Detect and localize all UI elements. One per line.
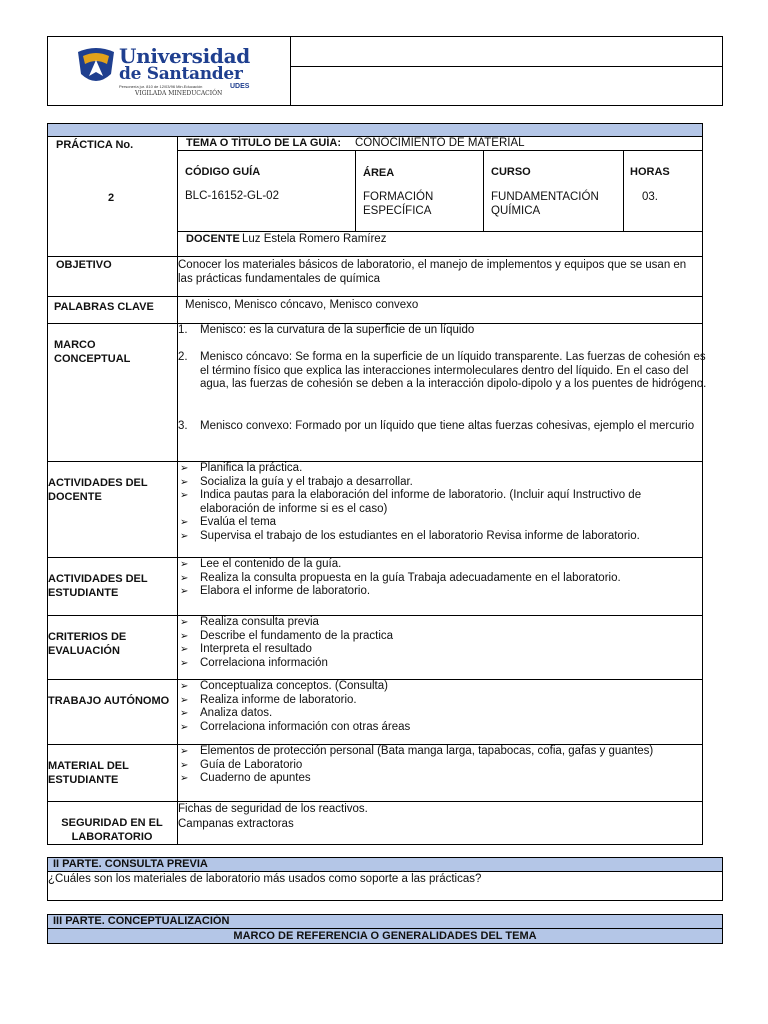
act-docente-list	[178, 462, 692, 543]
trabajo-text-cell	[177, 679, 703, 745]
list-item: ➢ Elementos de protección personal (Bata manga larga, tapabocas, cofia, gafas y guantes)	[178, 745, 692, 759]
codigo-label: CÓDIGO GUÍA	[185, 166, 261, 178]
criterios-label-cell	[47, 615, 178, 680]
act-docente-label: ACTIVIDADES DEL DOCENTE	[48, 477, 148, 503]
list-item: ➢ Realiza la consulta propuesta en la guía Trabaja adecuadamente en el laboratorio.	[178, 572, 692, 586]
marco-item-number: 3.	[178, 420, 188, 432]
tema-cell	[177, 136, 703, 151]
area-label: ÁREA	[363, 167, 395, 179]
objetivo-label: OBJETIVO	[56, 259, 112, 271]
curso-label: CURSO	[491, 166, 531, 178]
list-item: ➢ Describe el fundamento de la practica	[178, 630, 692, 644]
tema-label: TEMA O TÍTULO DE LA GUÍA:	[186, 137, 342, 149]
parte2-question-cell	[47, 871, 723, 901]
header-divider-h	[290, 66, 723, 67]
marco-item	[178, 351, 712, 392]
trabajo-label-cell	[47, 679, 178, 745]
material-label-cell	[47, 744, 178, 802]
practica-cell	[47, 136, 178, 257]
practica-label: PRÁCTICA No.	[56, 139, 134, 151]
area-cell	[355, 150, 484, 232]
horas-value: 03.	[642, 191, 658, 203]
curso-cell	[483, 150, 624, 232]
marco-item-text: Menisco convexo: Formado por un líquido que tiene altas fuerzas cohesivas, ejemplo el mercurio	[200, 420, 695, 432]
parte2-title: II PARTE. CONSULTA PREVIA	[53, 858, 208, 870]
marco-item-text: Menisco cóncavo: Se forma en la superficie de un líquido transparente. Las fuerzas de cohesión es el término físico que explica las interacciones intermoleculares dentro del líquido. En el caso del agua, las fuerzas de cohesión se deben a la interacción dipolo-dipolo y a los puentes de hidrógeno.	[200, 351, 707, 390]
codigo-cell	[177, 150, 356, 232]
parte3-title-bar	[47, 914, 723, 929]
practica-value: 2	[108, 192, 115, 204]
list-item: ➢ Realiza informe de laboratorio.	[178, 694, 692, 708]
trabajo-list	[178, 680, 692, 734]
list-item: ➢ Socializa la guía y el trabajo a desarrollar.	[178, 476, 692, 490]
docente-cell	[177, 231, 703, 257]
codigo-value: BLC-16152-GL-02	[185, 190, 279, 202]
objetivo-text: Conocer los materiales básicos de laboratorio, el manejo de implementos y equipos que se usan en las prácticas fundamentales de química	[178, 259, 687, 285]
top-blue-bar	[47, 123, 703, 137]
parte2-title-bar	[47, 857, 723, 872]
eagle-shield-icon	[75, 44, 117, 90]
docente-label: DOCENTE	[186, 233, 240, 245]
marco-label: MARCO CONCEPTUAL	[54, 339, 131, 365]
marco-item	[178, 324, 712, 338]
logo-caption: VIGILADA MINEDUCACIÓN	[135, 90, 223, 97]
criterios-label: CRITERIOS DE EVALUACIÓN	[48, 631, 127, 657]
material-text-cell	[177, 744, 703, 802]
parte3-title: III PARTE. CONCEPTUALIZACIÓN	[53, 915, 230, 927]
docente-value: Luz Estela Romero Ramírez	[242, 233, 387, 245]
palabras-text-cell	[177, 296, 703, 324]
list-item: ➢ Conceptualiza conceptos. (Consulta)	[178, 680, 692, 694]
act-docente-label-cell	[47, 461, 178, 558]
parte2-question: ¿Cuáles son los materiales de laboratorio más usados como soporte a las prácticas?	[48, 873, 482, 885]
act-estudiante-list	[178, 558, 692, 599]
curso-value: FUNDAMENTACIÓN QUÍMICA	[491, 191, 599, 217]
criterios-list	[178, 616, 692, 670]
marco-item	[178, 420, 712, 434]
list-item: ➢ Evalúa el tema	[178, 516, 692, 530]
list-item: ➢ Lee el contenido de la guía.	[178, 558, 692, 572]
material-label: MATERIAL DEL ESTUDIANTE	[48, 760, 129, 786]
seguridad-line: Fichas de seguridad de los reactivos.	[178, 803, 368, 815]
act-estudiante-text-cell	[177, 557, 703, 616]
marco-label-cell	[47, 323, 178, 462]
act-estudiante-label-cell	[47, 557, 178, 616]
list-item: ➢ Interpreta el resultado	[178, 643, 692, 657]
logo-small-text: Personería jur. 810 de 12/03/96 Min.Educación	[119, 84, 203, 89]
list-item: ➢ Guía de Laboratorio	[178, 759, 692, 773]
criterios-text-cell	[177, 615, 703, 680]
seguridad-label-cell	[47, 801, 178, 845]
marco-item-number: 2.	[178, 351, 188, 363]
list-item: ➢ Indica pautas para la elaboración del informe de laboratorio. (Incluir aquí Instructivo de elaboración de informe si es el caso)	[178, 489, 692, 516]
list-item: ➢ Analiza datos.	[178, 707, 692, 721]
logo-abbr: UDES	[230, 83, 250, 90]
list-item: ➢ Elabora el informe de laboratorio.	[178, 585, 692, 599]
seguridad-text-cell	[177, 801, 703, 845]
trabajo-label: TRABAJO AUTÓNOMO	[48, 695, 170, 707]
list-item: ➢ Realiza consulta previa	[178, 616, 692, 630]
palabras-text: Menisco, Menisco cóncavo, Menisco convexo	[185, 299, 419, 311]
seguridad-label: SEGURIDAD EN EL LABORATORIO	[61, 817, 163, 843]
logo-line1: Universidad	[119, 44, 250, 68]
objetivo-label-cell	[47, 256, 178, 297]
list-item: ➢ Correlaciona información	[178, 657, 692, 671]
list-item: ➢ Planifica la práctica.	[178, 462, 692, 476]
list-item: ➢ Supervisa el trabajo de los estudiantes en el laboratorio Revisa informe de laboratorio.	[178, 530, 692, 544]
marco-text-cell	[177, 323, 707, 462]
horas-label: HORAS	[630, 166, 670, 178]
area-value: FORMACIÓN ESPECÍFICA	[363, 191, 434, 217]
list-item: ➢ Correlaciona información con otras áreas	[178, 721, 692, 735]
material-list	[178, 745, 692, 786]
parte3-subtitle-bar	[47, 928, 723, 944]
header-divider-v	[290, 36, 291, 106]
marco-item-number: 1.	[178, 324, 188, 336]
seguridad-line: Campanas extractoras	[178, 818, 294, 830]
horas-cell	[623, 150, 703, 232]
list-item: ➢ Cuaderno de apuntes	[178, 772, 692, 786]
marco-item-text: Menisco: es la curvatura de la superficie de un líquido	[200, 324, 475, 336]
act-estudiante-label: ACTIVIDADES DEL ESTUDIANTE	[48, 573, 148, 599]
logo-line2: de Santander	[119, 64, 243, 84]
palabras-label-cell	[47, 296, 178, 324]
objetivo-text-cell	[177, 256, 703, 297]
act-docente-text-cell	[177, 461, 703, 558]
palabras-label: PALABRAS CLAVE	[54, 301, 154, 313]
tema-value: CONOCIMIENTO DE MATERIAL	[355, 137, 525, 149]
university-logo	[75, 42, 275, 100]
parte3-subtitle: MARCO DE REFERENCIA O GENERALIDADES DEL TEMA	[233, 930, 537, 942]
